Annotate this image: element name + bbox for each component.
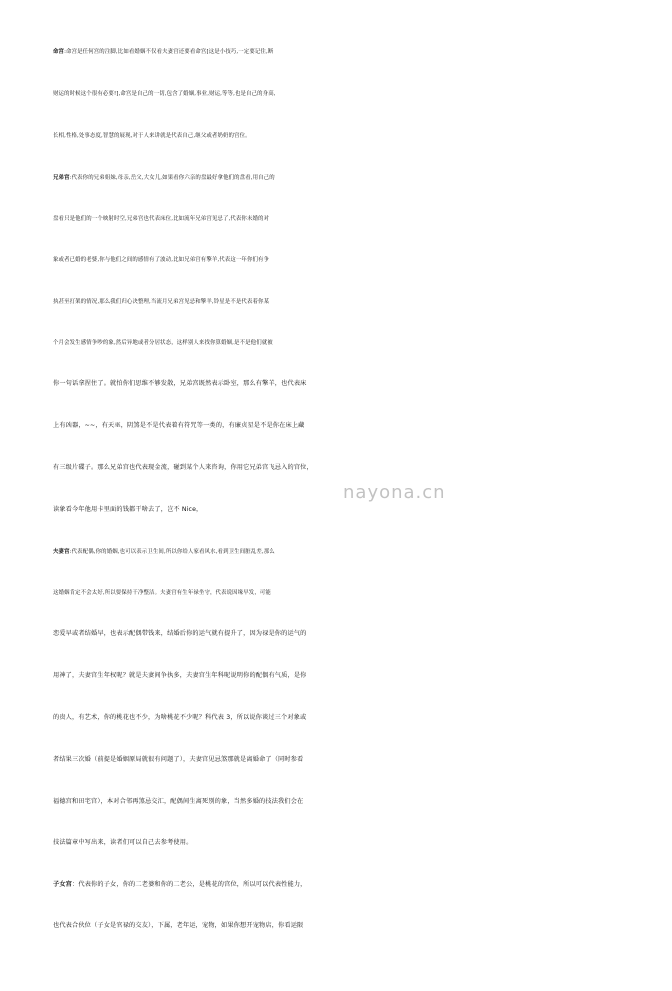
paragraph-xiongdi-line-7	[53, 412, 623, 440]
text-run: 读象看今年他用卡里面的钱都干啥去了，岂不 Nice，	[53, 506, 203, 513]
text-run: 技法篇章中写出来，读者们可以自己去参考使用。	[53, 839, 193, 846]
text-run: 的贵人，有艺术，你的桃花也不少，为啥桃花不少呢？科代表 3，所以说你谈过三个对象或	[53, 714, 307, 721]
text-run: 执甚至打架的情况,那么我们归心决整理,当流月兄弟宫见忌和擎羊,铃星是不是代表着你某	[53, 299, 270, 305]
text-run: 有三级片碟子。那么兄弟宫也代表现金流，碰到某个人来咨询，你用它兄弟宫飞忌入的宫位，	[53, 464, 313, 471]
text-run: 上有凶器，~~，有天巫，阴煞是不是代表着有符咒等一类的，有廉贞星是不是你在床上藏	[53, 422, 305, 429]
text-run: 象或者已婚的老婆,你与他们之间的感情有了波动,比如兄弟宫有擎羊,代表这一年你们有争	[53, 257, 270, 263]
document-page	[53, 0, 623, 991]
text-run: ：代表你的子女，你的二老婆和你的二老公，是桃花的宫位，所以可以代表性能力，	[72, 881, 307, 888]
paragraph-fuqi-line-2	[53, 579, 623, 607]
paragraph-ming-line-1	[53, 38, 623, 66]
watermark-text: nayona.cn	[343, 482, 446, 503]
text-run: 也代表合伙位（子女是官禄的交友），下属，老年运，宠物，如果你想开宠物店，你看运限	[53, 922, 304, 929]
paragraph-xiongdi-line-2	[53, 205, 623, 233]
paragraph-zinv-line-2	[53, 912, 623, 940]
section-heading-ming: 命宫	[53, 49, 65, 55]
text-run: 福德宫和田宅宫），本对合邻再煞忌交汇，配偶间生离死别的象，当然多婚的技法我们会在	[53, 798, 304, 805]
paragraph-fuqi-line-4	[53, 662, 623, 690]
paragraph-fuqi-line-7	[53, 788, 623, 816]
text-run: :代表你的兄弟姐妹,母亲,岳父,大女儿,如果看你六亲的盘最好拿他们的盘看,用自己的	[69, 175, 275, 181]
text-run: 者结果三次婚（前提是婚姻原局就很有问题了），夫妻宫见忌煞那就是离婚命了（同时参看	[53, 756, 304, 763]
paragraph-zinv-line-1	[53, 871, 623, 899]
paragraph-xiongdi-line-5	[53, 329, 623, 357]
section-heading-xiongdi: 兄弟宫	[53, 175, 70, 181]
text-run: 盘看只是他们的一个映射时空,兄弟宫也代表床位,比如流年兄弟宫见忌了,代表你未婚的对	[53, 216, 270, 222]
paragraph-fuqi-line-1	[53, 538, 623, 566]
text-run: 你一句话拿捏住了。就怕你们思维不够发散，兄弟宫既然表示卧室，那么有擎羊，也代表床	[53, 380, 307, 387]
paragraph-xiongdi-line-4	[53, 288, 623, 316]
section-heading-fuqi: 夫妻宫	[53, 549, 70, 555]
text-run: 财运的时候这个很有必要!],命宫是自己的一切,包含了婚姻,事业,财运,等等,也是自己的身高,	[53, 91, 276, 97]
paragraph-ming-line-3	[53, 122, 623, 150]
paragraph-fuqi-line-6	[53, 746, 623, 774]
paragraph-fuqi-line-5	[53, 704, 623, 732]
paragraph-xiongdi-line-9	[53, 496, 623, 524]
text-run: 恋爱早或者结婚早，也表示配偶带钱来，结婚后你的运气就有提升了，因为禄是你的运气的	[53, 630, 307, 637]
paragraph-xiongdi-line-6	[53, 370, 623, 398]
text-run: :代表配偶,你的婚姻,也可以表示卫生间,所以你给人家看风水,看到卫生间脏乱差,那么	[69, 549, 275, 555]
text-run: 用神了，夫妻宫生年权呢？就是夫妻间争执多，夫妻宫生年科呢说明你的配偶有气质，是你	[53, 672, 307, 679]
paragraph-fuqi-line-8	[53, 829, 623, 857]
text-run: 长相,性格,处事态度,智慧的展现,对于人来讲就是代表自己,继父或者奶奶的宫位。	[53, 133, 251, 139]
paragraph-xiongdi-line-3	[53, 246, 623, 274]
paragraph-xiongdi-line-8	[53, 454, 623, 482]
paragraph-xiongdi-line-1	[53, 164, 623, 192]
text-run: :命宫是任何宫的注脚,比如看婚姻不仅看夫妻宫还要看命宫[这是小技巧,一定要记住,断	[64, 49, 274, 55]
paragraph-ming-line-2	[53, 80, 623, 108]
section-heading-zinv: 子女宫	[53, 881, 73, 888]
text-run: 这婚姻肯定不会太好,所以要保持干净整洁。夫妻宫有生年禄坐守，代表说因缘早发，可能	[53, 590, 271, 596]
text-run: 个月会发生感情争吵的象,然后异地或者分居状态，这样别人来找你算婚姻,是不是他们就被	[53, 340, 273, 346]
paragraph-fuqi-line-3	[53, 620, 623, 648]
